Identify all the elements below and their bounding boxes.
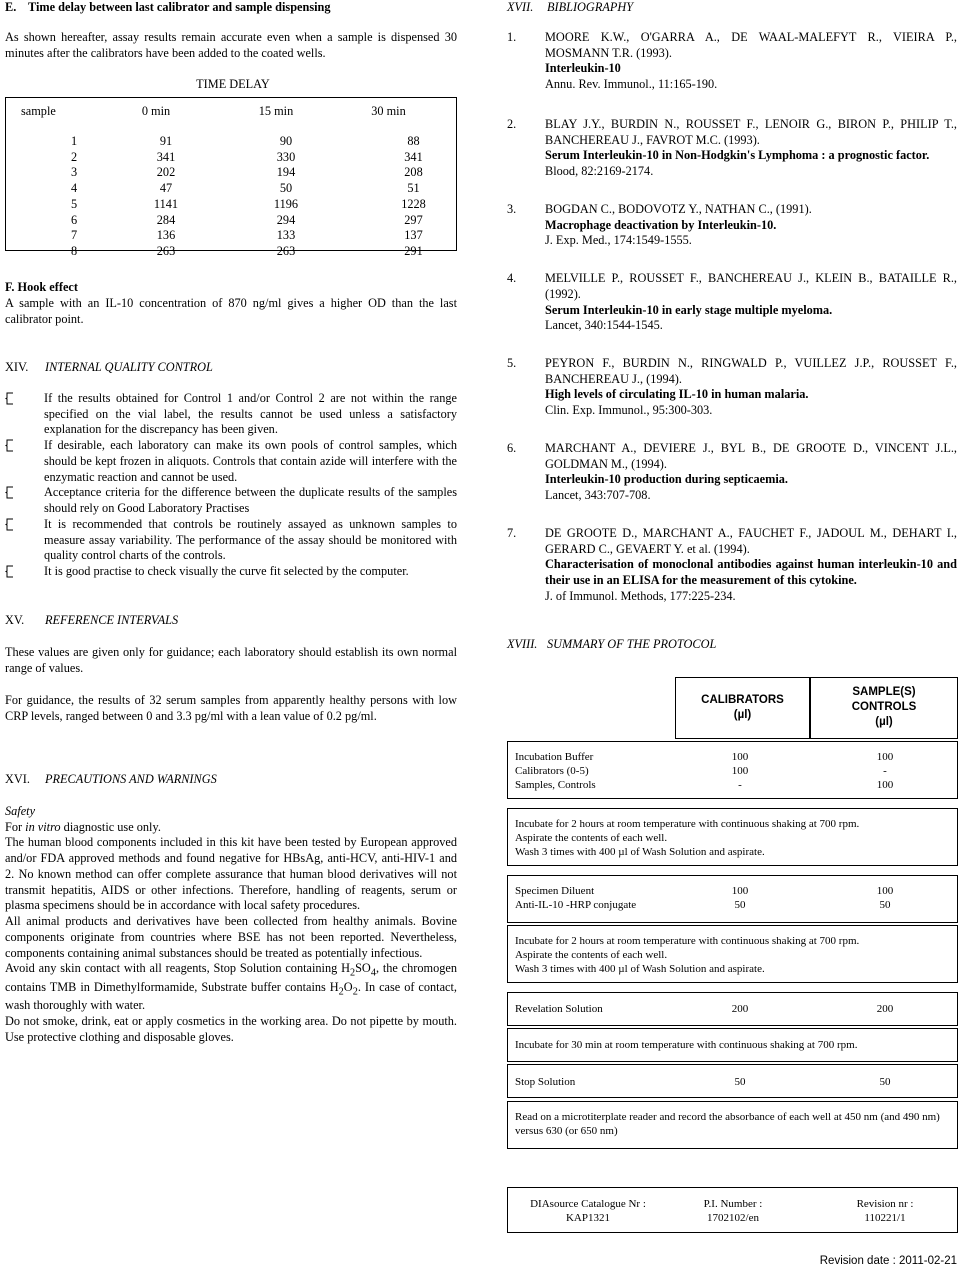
summary-number: XVIII. <box>507 637 538 651</box>
table-cell: 51 <box>407 181 420 196</box>
summary-title: SUMMARY OF THE PROTOCOL <box>547 637 717 651</box>
calibrator-volume: - <box>738 779 742 791</box>
column-header: 30 min <box>371 104 406 118</box>
summary-heading <box>507 637 716 653</box>
table-cell: 137 <box>404 228 423 243</box>
table-cell: 263 <box>156 244 176 259</box>
qc-bullet-text: If desirable, each laboratory can make its own pools of control samples, which should be kept frozen in aliquots. Controls that contain azide will interfere with the enzymatic reaction and cannot be used. <box>44 438 457 484</box>
qc-bullet-text: If the results obtained for Control 1 and/or Control 2 are not within the range specified on the vial label, the results cannot be used unless a satisfactory explanation for the discrepancy has been given. <box>44 391 457 437</box>
reference-number: 1. <box>507 30 517 44</box>
table-cell: 291 <box>404 244 423 259</box>
qc-bullet <box>5 438 457 485</box>
reference-authors: DE GROOTE D., MARCHANT A., FAUCHET F., JADOUL M., DEHART I., GERARD C., GEVAERT Y. et al. (1994). <box>545 525 957 556</box>
table-cell: 263 <box>276 244 296 259</box>
reagent-label: Calibrators (0-5) <box>515 765 589 777</box>
time-delay-row <box>21 134 441 150</box>
precautions-body <box>5 804 457 1046</box>
time-delay-row <box>21 213 441 229</box>
reagent-label: Revelation Solution <box>515 1003 603 1015</box>
table-cell: 136 <box>156 228 176 243</box>
sample-volume: 100 <box>876 751 894 763</box>
reference-title: Interleukin-10 production during septicaemia. <box>545 472 788 487</box>
table-cell: 133 <box>276 228 296 243</box>
bullet-marker-icon <box>5 518 15 531</box>
reference-title: Serum Interleukin-10 in early stage multiple myeloma. <box>545 302 833 317</box>
qc-number: XIV. <box>5 360 29 374</box>
time-delay-row <box>21 181 441 197</box>
table-cell: 5 <box>71 196 78 211</box>
reference-item <box>507 30 957 93</box>
column-header: sample <box>21 104 56 118</box>
bullet-marker-icon <box>5 392 15 405</box>
reference-journal: J. of Immunol. Methods, 177:225-234. <box>545 588 736 603</box>
revision-date: Revision date : 2011-02-21 <box>819 1255 957 1267</box>
calibrator-volume: 200 <box>731 1003 749 1015</box>
samples-header: SAMPLE(S) CONTROLS (µl) <box>810 677 958 739</box>
section-e-text: As shown hereafter, assay results remain accurate even when a sample is dispensed 30 minutes after the calibrators have been added to the coated wells. <box>5 30 457 60</box>
time-delay-title: TIME DELAY <box>196 77 270 91</box>
table-cell: 284 <box>156 212 176 227</box>
step-5-box <box>507 992 958 1026</box>
qc-bullet-text: It is recommended that controls be routinely assayed as unknown samples to measure assay variability. The performance of the assay should be monitored with quality control charts of the controls. <box>44 516 457 563</box>
table-cell: 1 <box>71 134 78 148</box>
ref-intervals-number: XV. <box>5 613 25 627</box>
reference-authors: MARCHANT A., DEVIERE J., BYL B., DE GROOTE D., VINCENT J.L., GOLDMAN M., (1994). <box>545 440 957 471</box>
revision-label: Revision nr : <box>856 1198 914 1210</box>
reagent-label: Samples, Controls <box>515 779 596 791</box>
table-cell: 6 <box>71 212 78 227</box>
precautions-title: PRECAUTIONS AND WARNINGS <box>45 772 217 786</box>
reference-journal: Blood, 82:2169-2174. <box>545 164 654 179</box>
reference-number: 2. <box>507 116 517 131</box>
step-1-box <box>507 741 958 799</box>
hook-effect-heading: F. Hook effect <box>5 280 78 294</box>
calibrator-volume: 100 <box>731 751 749 763</box>
qc-bullet-list <box>5 391 457 580</box>
precautions-p4: Do not smoke, drink, eat or apply cosmetics in the working area. Do not pipette by mouth. Use protective clothing and disposable gloves. <box>5 1014 457 1044</box>
reagent-label: Anti-IL-10 -HRP conjugate <box>515 899 637 911</box>
time-delay-header-row <box>21 104 441 134</box>
pi-label: P.I. Number : <box>703 1198 763 1210</box>
reference-item <box>507 526 957 605</box>
reference-number: 3. <box>507 201 517 216</box>
reference-title: High levels of circulating IL-10 in human malaria. <box>545 387 809 402</box>
time-delay-table <box>21 104 441 260</box>
table-cell: 2 <box>71 149 78 164</box>
table-cell: 3 <box>71 165 78 180</box>
reference-number: 5. <box>507 356 517 371</box>
reference-title: Interleukin-10 <box>545 61 621 76</box>
reference-authors: BOGDAN C., BODOVOTZ Y., NATHAN C., (1991). <box>545 201 812 216</box>
reference-journal: Clin. Exp. Immunol., 95:300-303. <box>545 403 713 418</box>
reference-authors: BLAY J.Y., BURDIN N., ROUSSET F., LENOIR G., BIRON P., PHILIP T., BANCHEREAU J., FAVROT M.C. (1993). <box>545 116 957 147</box>
calibrator-volume: 50 <box>734 1076 746 1088</box>
precautions-number: XVI. <box>5 772 30 786</box>
qc-bullet-text: It is good practise to check visually the curve fit selected by the computer. <box>44 564 409 579</box>
table-cell: 341 <box>156 149 176 164</box>
reference-journal: Lancet, 340:1544-1545. <box>545 318 663 333</box>
section-e-title: Time delay between last calibrator and sample dispensing <box>28 0 331 14</box>
step-8-read-box: Read on a microtiterplate reader and record the absorbance of each well at 450 nm (and 490 nm) versus 630 (or 650 nm) <box>507 1101 958 1149</box>
time-delay-row <box>21 150 441 166</box>
qc-bullet <box>5 517 457 564</box>
reagent-label: Incubation Buffer <box>515 751 594 763</box>
table-cell: 8 <box>71 244 78 259</box>
precautions-p2: All animal products and derivatives have been collected from healthy animals. Bovine components originate from countries where BSE has not been reported. Nevertheless, components containing animal substances should be treated as potentially infectious. <box>5 914 457 960</box>
ref-intervals-heading <box>5 613 178 629</box>
sample-volume: 100 <box>876 885 894 897</box>
calibrators-header: CALIBRATORS (µl) <box>675 677 810 739</box>
reference-item <box>507 441 957 504</box>
table-cell: 4 <box>71 181 78 196</box>
reference-title: Serum Interleukin-10 in Non-Hodgkin's Lymphoma : a prognostic factor. <box>545 148 930 163</box>
reagent-label: Stop Solution <box>515 1076 576 1088</box>
hook-effect-text: A sample with an IL-10 concentration of 870 ng/ml gives a higher OD than the last calibrator point. <box>5 296 457 326</box>
sample-volume: 200 <box>876 1003 894 1015</box>
reference-journal: Lancet, 343:707-708. <box>545 488 651 503</box>
table-cell: 50 <box>279 181 293 196</box>
reference-journal: Annu. Rev. Immunol., 11:165-190. <box>545 77 718 92</box>
time-delay-row <box>21 165 441 181</box>
reference-item <box>507 202 957 249</box>
calibrator-volume: 100 <box>731 765 749 777</box>
table-cell: 294 <box>276 212 296 227</box>
table-cell: 88 <box>407 134 420 148</box>
sample-volume: 100 <box>876 779 894 791</box>
bullet-marker-icon <box>5 439 15 452</box>
bullet-marker-icon <box>5 565 15 578</box>
calibrator-volume: 100 <box>731 885 749 897</box>
table-cell: 330 <box>276 149 296 164</box>
revision-value: 110221/1 <box>864 1212 906 1224</box>
sample-volume: 50 <box>879 899 891 911</box>
sample-volume: 50 <box>879 1076 891 1088</box>
safety-label: Safety <box>5 804 36 818</box>
ref-intervals-p1: These values are given only for guidance; each laboratory should establish its own normal range of values. <box>5 645 457 675</box>
sample-volume: - <box>883 765 887 777</box>
reference-authors: MELVILLE P., ROUSSET F., BANCHEREAU J., KLEIN B., BATAILLE R., (1992). <box>545 271 957 301</box>
column-header: 15 min <box>258 104 294 118</box>
qc-bullet <box>5 485 457 516</box>
qc-bullet <box>5 564 457 580</box>
catalogue-label: DIAsource Catalogue Nr : <box>530 1198 646 1210</box>
biblio-heading <box>507 0 633 16</box>
catalogue-info-box <box>507 1187 958 1233</box>
biblio-number: XVII. <box>507 0 534 14</box>
table-cell: 1228 <box>401 196 426 211</box>
reference-title: Characterisation of monoclonal antibodies against human interleukin-10 and their use in an ELISA for the measurement of this cytokine. <box>545 557 957 588</box>
table-cell: 202 <box>156 165 176 180</box>
calibrator-volume: 50 <box>734 899 746 911</box>
ref-intervals-title: REFERENCE INTERVALS <box>45 613 179 627</box>
section-e-letter: E. <box>5 0 17 14</box>
step-7-box <box>507 1064 958 1098</box>
qc-title: INTERNAL QUALITY CONTROL <box>45 360 213 374</box>
step-4-incubation-box: Incubate for 2 hours at room temperature with continuous shaking at 700 rpm. Aspirate the contents of each well. Wash 3 times with 400 µl of Wash Solution and aspirate. <box>507 925 958 983</box>
section-e-heading <box>5 0 457 16</box>
table-cell: 1141 <box>153 196 179 211</box>
time-delay-row <box>21 197 441 213</box>
in-vitro-line: For in vitro diagnostic use only. <box>5 819 161 834</box>
reference-title: Macrophage deactivation by Interleukin-10. <box>545 217 777 232</box>
qc-bullet-text: Acceptance criteria for the difference between the duplicate results of the samples should rely on Good Laboratory Practises <box>44 485 457 516</box>
table-cell: 91 <box>159 134 173 148</box>
step-3-box <box>507 875 958 923</box>
precautions-p3: Avoid any skin contact with all reagents, Stop Solution containing $H_2SO_4$, the chromogen contains TMB in Dimethylformamide, Substrate buffer contains $H_2O_2$. In case of contact, wash thoroughly with water. <box>5 961 457 1013</box>
table-cell: 1196 <box>273 196 299 211</box>
time-delay-row <box>21 228 441 244</box>
ref-intervals-p2: For guidance, the results of 32 serum samples from apparently healthy persons with low CRP levels, ranged between 0 and 3.3 pg/ml with a lean value of 0.2 pg/ml. <box>5 693 457 723</box>
reference-number: 7. <box>507 525 517 540</box>
step-2-incubation-box: Incubate for 2 hours at room temperature with continuous shaking at 700 rpm. Aspirate the contents of each well. Wash 3 times with 400 µl of Wash Solution and aspirate. <box>507 808 958 866</box>
reference-item <box>507 117 957 180</box>
qc-bullet <box>5 391 457 438</box>
reference-item <box>507 356 957 419</box>
time-delay-row <box>21 244 441 260</box>
reference-number: 6. <box>507 440 517 455</box>
table-cell: 7 <box>71 228 78 243</box>
table-cell: 194 <box>276 165 296 180</box>
pi-value: 1702102/en <box>707 1212 759 1224</box>
qc-heading <box>5 360 213 376</box>
column-header: 0 min <box>141 104 171 118</box>
table-cell: 90 <box>279 134 293 148</box>
reference-item <box>507 271 957 334</box>
reference-number: 4. <box>507 271 517 286</box>
biblio-title: BIBLIOGRAPHY <box>547 0 634 14</box>
precautions-heading <box>5 772 217 788</box>
precautions-p1: The human blood components included in this kit have been tested by European approved and/or FDA approved methods and found negative for HBsAg, anti-HCV, anti-HIV-1 and 2. No known method can offer complete assurance that human blood derivatives will not transmit hepatitis, AIDS or other infections. Therefore, handling of reagents, serum or plasma specimens should be in accordance with local safety procedures. <box>5 835 457 913</box>
table-cell: 341 <box>404 149 423 164</box>
table-cell: 297 <box>404 212 423 227</box>
step-6-incubation-box: Incubate for 30 min at room temperature with continuous shaking at 700 rpm. <box>507 1028 958 1062</box>
reference-authors: PEYRON F., BURDIN N., RINGWALD P., VUILLEZ J.P., ROUSSET F., BANCHEREAU J., (1994). <box>545 356 957 386</box>
reagent-label: Specimen Diluent <box>515 885 595 897</box>
table-cell: 208 <box>404 165 423 180</box>
reference-journal: J. Exp. Med., 174:1549-1555. <box>545 233 692 248</box>
catalogue-value: KAP1321 <box>565 1212 610 1224</box>
biblio-list <box>507 30 957 605</box>
table-cell: 47 <box>159 181 173 196</box>
reference-authors: MOORE K.W., O'GARRA A., DE WAAL-MALEFYT R., VIEIRA P., MOSMANN T.R. (1993). <box>545 30 957 60</box>
bullet-marker-icon <box>5 486 15 499</box>
